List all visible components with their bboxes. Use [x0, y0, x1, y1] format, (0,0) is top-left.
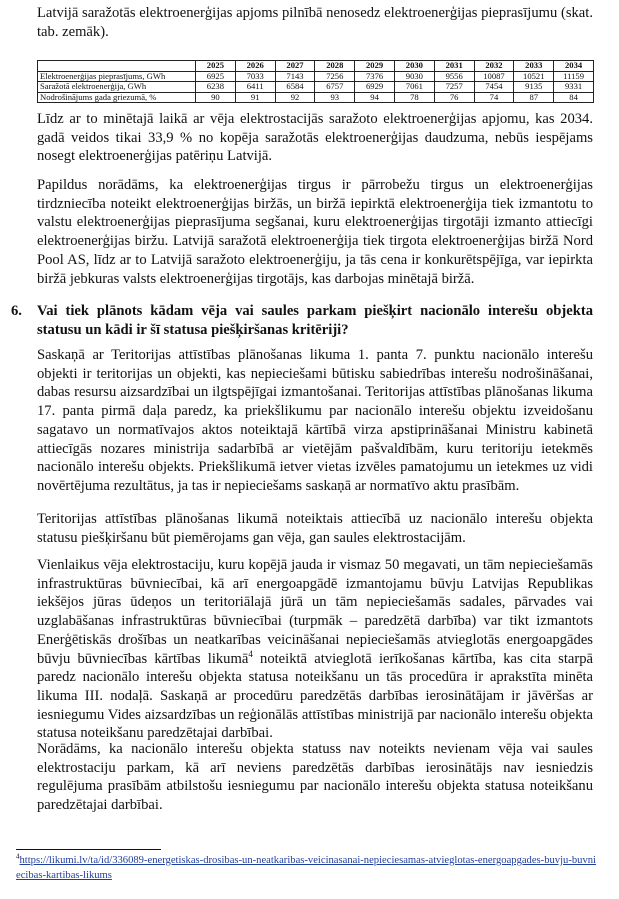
table-cell: 74 [474, 92, 514, 103]
table-cell: 93 [315, 92, 355, 103]
table-cell: 10087 [474, 71, 514, 82]
conclusion-paragraph: Norādāms, ka nacionālo interešu objekta statuss nav noteikts nevienam vēja vai saules elektrostaciju parkam, kā arī neviens paredzētās darbības ierosinātājs nav iesniedzis regulējuma prasībām atbilstošu iesniegumu par nacionālo interešu objekta statusa noteikšanu paredzētajai darbībai. [37, 741, 593, 814]
footnote-marker: 4 [16, 852, 20, 861]
table-cell: 11159 [554, 71, 594, 82]
table-cell: 6757 [315, 82, 355, 93]
table-row [38, 71, 594, 82]
table-cell: 7257 [434, 82, 474, 93]
table-cell: 91 [235, 92, 275, 103]
table-cell: 87 [514, 92, 554, 103]
table-cell: 92 [275, 92, 315, 103]
question-text: Vai tiek plānots kādam vēja vai saules parkam piešķirt nacionālo interešu objekta statusu un kādi ir šī statusa piešķiršanas kritēriji? [37, 303, 593, 338]
table-cell: 9556 [434, 71, 474, 82]
table-cell: 7376 [355, 71, 395, 82]
row-label-demand: Elektroenerģijas pieprasījums, GWh [38, 71, 196, 82]
table-row [38, 82, 594, 93]
electricity-balance-table [37, 60, 594, 103]
table-cell: 9135 [514, 82, 554, 93]
table-header-label [38, 61, 196, 72]
table-header-year: 2025 [196, 61, 236, 72]
table-cell: 7256 [315, 71, 355, 82]
table-cell: 6411 [235, 82, 275, 93]
table-cell: 84 [554, 92, 594, 103]
intro-paragraph: Latvijā saražotās elektroenerģijas apjoms pilnībā nenosedz elektroenerģijas pieprasījumu (skat. tab. zemāk). [37, 5, 593, 40]
table-cell: 76 [434, 92, 474, 103]
market-paragraph: Papildus norādāms, ka elektroenerģijas tirgus ir pārrobežu tirgus un elektroenerģijas tirdzniecība noteikt elektroenerģijas biržās, un biržā iepirktā elektroenerģija tiek izmantotu to valstu elektroenerģijas pieprasījuma segšanai, kuru elektroenerģijas tirgotāji izmanto attiecīgi elektroenerģijas biržu. Latvijā saražotā elektroenerģija tiek tirgota elektroenerģijas biržā Nord Pool AS, līdz ar to Latvijā saražoto elektroenerģiju, ja tās cena ir konkurētspējīga, var iepirkta biržā jebkuras valsts elektroenerģijas tirgotājs, kas darbojas minētajā biržā. [37, 177, 593, 287]
table-cell: 6929 [355, 82, 395, 93]
table-header-year: 2029 [355, 61, 395, 72]
table-header-year: 2028 [315, 61, 355, 72]
table-cell: 90 [196, 92, 236, 103]
table-header-year: 2034 [554, 61, 594, 72]
table-cell: 7143 [275, 71, 315, 82]
footnote-reference[interactable]: 4 [248, 648, 253, 659]
table-cell: 6925 [196, 71, 236, 82]
applicability-paragraph: Teritorijas attīstības plānošanas likumā noteiktais attiecībā uz nacionālo interešu objekta statusu piešķiršanu būt piemērojams gan vēja, gan saules elektrostacijām. [37, 511, 593, 546]
table-cell: 7033 [235, 71, 275, 82]
simultaneous-paragraph [37, 556, 593, 743]
wind-share-paragraph: Līdz ar to minētajā laikā ar vēja elektrostacijās saražoto elektroenerģijas apjomu, kas 2034. gadā veidos tikai 33,9 % no kopēja saražotās elektroenerģijas daudzuma, nebūs iespējams nosegt elektroenerģijas patēriņu Latvijā. [37, 111, 593, 165]
table-header-year: 2031 [434, 61, 474, 72]
table-header-row [38, 61, 594, 72]
table-cell: 6238 [196, 82, 236, 93]
footnote-separator [16, 849, 161, 850]
table-cell: 78 [394, 92, 434, 103]
table-cell: 7061 [394, 82, 434, 93]
simultaneous-paragraph-part2: noteiktā atvieglotā ierīkošanas kārtība, kas cita starpā paredz nacionālo interešu objekta statusa noteikšanu un tās procedūra ir aprakstīta minēta likuma III. nodaļā. Saskaņā ar procedūru paredzētās darbības ierosinātājam ir jāvēršas ar iesniegumu Vides aizsardzības un reģionālās attīstības ministrijā par nacionālo interešu objekta statusa noteikšanu paredzētajai darbībai. [37, 650, 593, 742]
footnote [16, 853, 596, 883]
table-cell: 7454 [474, 82, 514, 93]
table-cell: 10521 [514, 71, 554, 82]
simultaneous-paragraph-part1: Vienlaikus vēja elektrostaciju, kuru kopējā jauda ir vismaz 50 megavati, un tām nepieciešamās infrastruktūras būvniecībai, kā arī energoapgādē izmantojamu būvju Latvijas Republikas iekšējos jūras ūdeņos un teritoriālajā jūrā un tām nepieciešamās sadales, pārvades vai uzglabāšanas infrastruktūras būvniecībai (turpmāk – paredzētā darbība) var tikt izmantots Enerģētiskās drošības un neatkarības veicināšanai nepieciešamās atvieglotās energoapgādes būvju būvniecības kārtības likumā [37, 557, 593, 667]
table-cell: 94 [355, 92, 395, 103]
row-label-produced: Saražotā elektroenerģija, GWh [38, 82, 196, 93]
table-cell: 6584 [275, 82, 315, 93]
law-paragraph: Saskaņā ar Teritorijas attīstības plānošanas likuma 1. panta 7. punktu nacionālo interešu objekti ir teritorijas un objekti, kas nepieciešami būtisku sabiedrības interešu nodrošināšanai, dabas resursu aizsardzībai un ilgtspējīgai izmantošanai. Teritorijas attīstības plānošanas likuma 17. panta pirmā daļa paredz, ka priekšlikumu par nacionālo interešu objektu izveidošanu sagatavo un normatīvajos aktos noteiktajā kārtībā virza apstiprināšanai Ministru kabinetā attiecīgās nozares ministrija sadarbībā ar vietējām pašvaldībām, kuru teritoriju ietekmēs nacionālo interešu objekts. Priekšlikumā ietver vietas izvēles pamatojumu un ietekmes uz vidi novērtējuma rezultātus, ja tas ir nepieciešams saskaņā ar normatīvo aktu prasībām. [37, 347, 593, 494]
table-cell: 9030 [394, 71, 434, 82]
table-header-year: 2032 [474, 61, 514, 72]
table-header-year: 2033 [514, 61, 554, 72]
table-header-year: 2026 [235, 61, 275, 72]
row-label-coverage: Nodrošinājums gada griezumā, % [38, 92, 196, 103]
table-header-year: 2030 [394, 61, 434, 72]
table-cell: 9331 [554, 82, 594, 93]
question-number: 6. [11, 303, 22, 319]
table-header-year: 2027 [275, 61, 315, 72]
table-row [38, 92, 594, 103]
footnote-link[interactable]: https://likumi.lv/ta/id/336089-energetiskas-drosibas-un-neatkaribas-veicinasanai-nepieciesamas-atvieglotas-energoapgades-buvju-buvniecibas-kartibas-likums [16, 855, 597, 881]
